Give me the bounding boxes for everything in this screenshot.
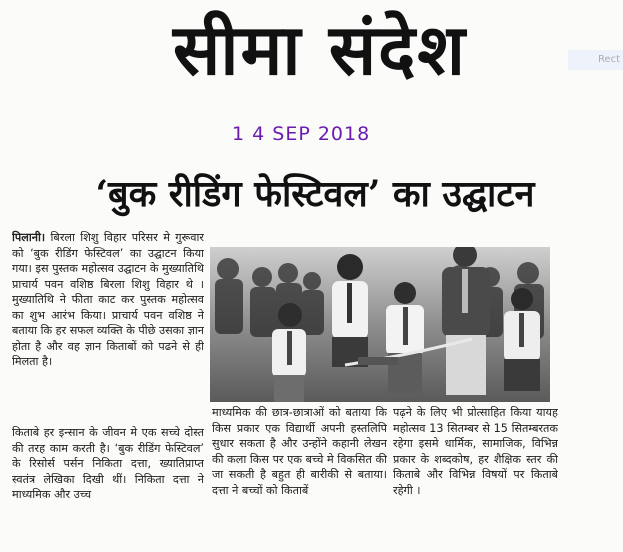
article-column-4 (393, 405, 558, 535)
event-photo (210, 247, 550, 402)
ghost-label: Rect (568, 50, 623, 70)
date-stamp: 1 4 SEP 2018 (232, 123, 371, 145)
dateline: पिलानी। (12, 231, 46, 244)
column-3-text: माध्यमिक की छात्र-छात्राओं को बताया कि किस प्रकार एक विद्यार्थी अपनी हस्तलिपि सुधार सकता है और उन्होंने कहानी लेखन की कला किस पर एक बच्चे मे विकसित की जा सकती है बहुत ही बारीकी से बताया। दत्ता ने बच्चों को किताबें (212, 406, 387, 497)
column-2-text: किताबे हर इन्सान के जीवन मे एक सच्चे दोस्त की तरह काम करती है। ‘बुक रीडिंग फेस्टिवल’ के रिसोर्स पर्सन निकिता दत्ता, ख्यातिप्राप्त स्वतंत्र लेखिका दिखी थीं। निकिता दत्ता ने माध्यमिक और उच्च (12, 426, 204, 501)
article-column-3 (212, 405, 387, 535)
column-4-text: पढ़ने के लिए भी प्रोत्साहित किया यायह महोत्सव 13 सितम्बर से 15 सितम्बरतक रहेगा इसमे धार्मिक, सामाजिक, विभिन्न प्रकार के शब्दकोष, हर शैक्षिक स्तर की किताबे और विभिन्न विषयों पर किताबे रहेगी । (393, 406, 558, 497)
article-column-1 (12, 230, 204, 410)
column-1-text: बिरला शिशु विहार परिसर मे गुरूवार को ‘बुक रीडिंग फेस्टिवल’ का उद्घाटन किया गया। इस पुस्तक महोत्सव उद्घाटन के मुख्यातिथि प्राचार्य पवन वशिष्ठ बिरला शिशु विहार थे । मुख्यातिथि ने फीता काट कर पुस्तक महोत्सव का शुभ आरंभ किया। प्राचार्य पवन वशिष्ठ ने बताया कि हर सफल व्यक्ति के पीछे उसका ज्ञान होता है और वह ज्ञान किताबों को पढने से ही मिलता है। (12, 231, 204, 368)
article-column-2 (12, 425, 204, 535)
newspaper-masthead: सीमा संदेश (173, 8, 467, 91)
adult-man-right (442, 247, 490, 395)
article-headline: ‘बुक रीडिंग फेस्टिवल’ का उद्घाटन (95, 173, 535, 215)
